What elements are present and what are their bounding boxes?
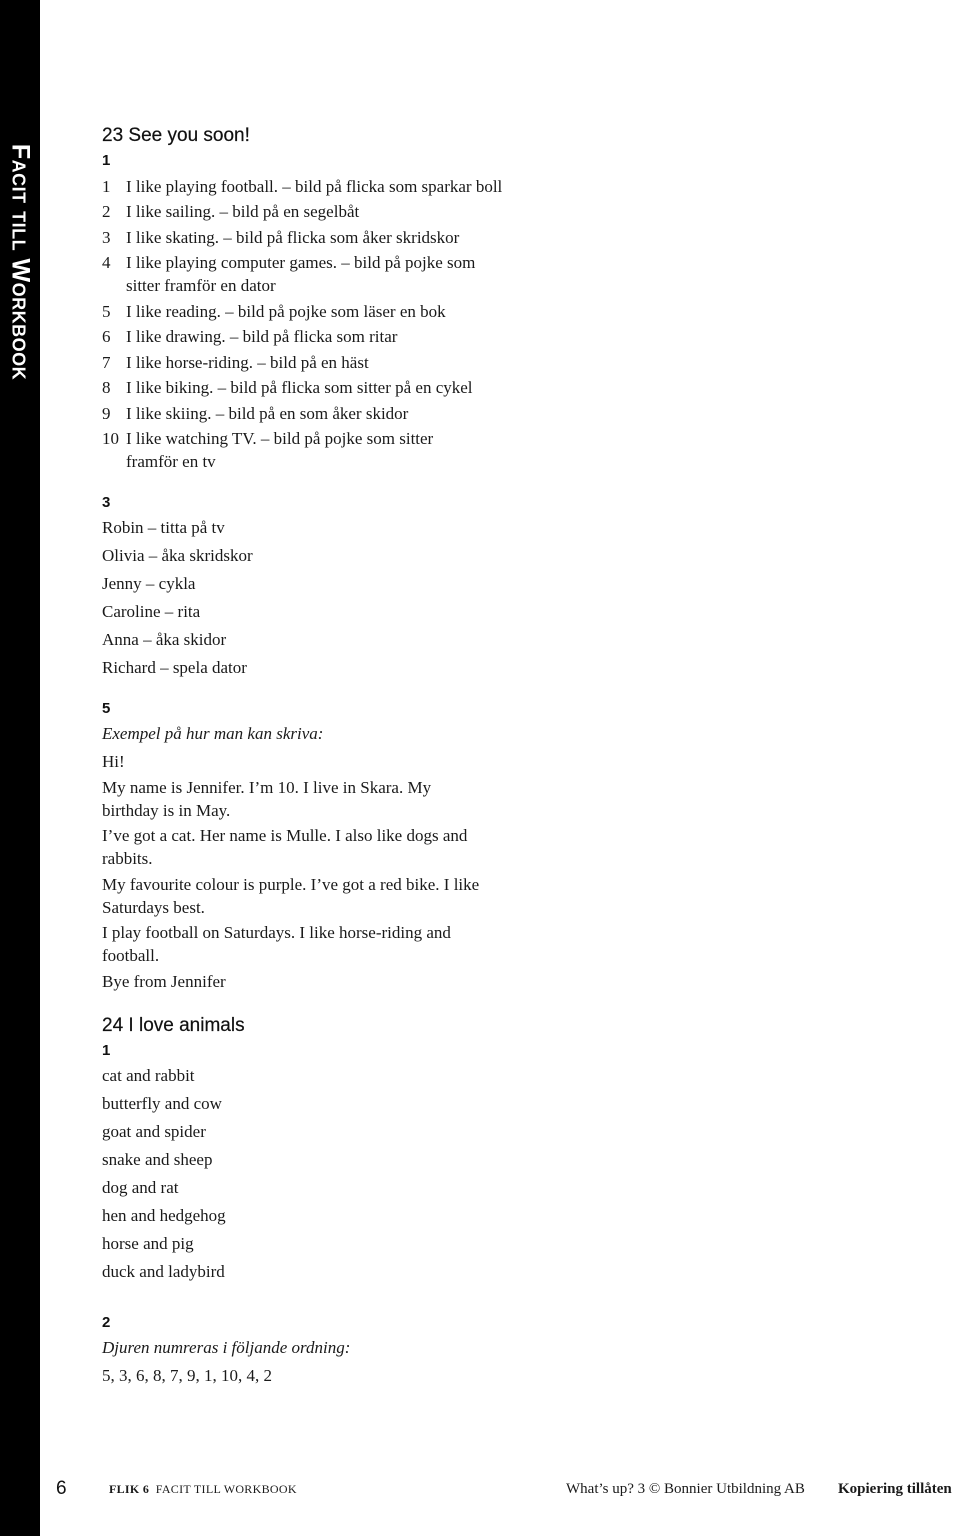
numbered-item: 4 I like playing computer games. – bild på pojke som sitter framför en dator xyxy=(102,251,602,297)
list-item: butterfly and cow xyxy=(102,1094,222,1113)
numbered-item: 10 I like watching TV. – bild på pojke som sitter framför en tv xyxy=(102,427,602,473)
list-item: Caroline – rita xyxy=(102,601,201,621)
numbered-item: 5 I like reading. – bild på pojke som läser en bok xyxy=(102,300,602,323)
exercise-number: 1 xyxy=(102,1042,111,1059)
list-item: snake and sheep xyxy=(102,1150,213,1169)
side-tab-label: Facit till Workbook xyxy=(6,143,35,381)
item-text: I like horse-riding. – bild på en häst xyxy=(126,352,369,372)
section-24 xyxy=(102,1012,602,1390)
footer-section-label xyxy=(109,1474,297,1504)
exercise-instruction: Exempel på hur man kan skriva: xyxy=(102,723,324,743)
paragraph: Bye from Jennifer xyxy=(102,971,226,991)
item-text: I like skiing. – bild på en som åker skidor xyxy=(126,403,409,423)
numbered-item: 9 I like skiing. – bild på en som åker skidor xyxy=(102,402,602,425)
paragraph: I’ve got a cat. Her name is Mulle. I also like dogs and rabbits. xyxy=(102,826,468,868)
exercise-number: 1 xyxy=(102,152,111,169)
answer-key-content xyxy=(102,122,602,1390)
paragraph: My favourite colour is purple. I’ve got a red bike. I like Saturdays best. xyxy=(102,874,480,917)
exercise-3 xyxy=(102,492,602,682)
exercise-1 xyxy=(102,1040,602,1286)
section-23 xyxy=(102,122,602,993)
numbered-item: 7 I like horse-riding. – bild på en häst xyxy=(102,351,602,374)
flik-title: FACIT TILL WORKBOOK xyxy=(155,1482,297,1496)
item-text: I like sailing. – bild på en segelbåt xyxy=(126,202,360,221)
list-item: goat and spider xyxy=(102,1122,206,1141)
list-item: Anna – åka skidor xyxy=(102,629,227,649)
exercise-number: 5 xyxy=(102,699,111,717)
exercise-number: 2 xyxy=(102,1314,111,1331)
exercise-1 xyxy=(102,150,602,473)
item-text: I like playing football. – bild på flicka som sparkar boll xyxy=(126,176,503,196)
page-footer xyxy=(0,1474,960,1504)
item-text: I like playing computer games. – bild på pojke som sitter framför en dator xyxy=(126,253,476,295)
list-item: horse and pig xyxy=(102,1234,194,1253)
paragraph: Hi! xyxy=(102,752,125,771)
paragraph: My name is Jennifer. I’m 10. I live in Skara. My birthday is in May. xyxy=(102,777,432,820)
list-item: duck and ladybird xyxy=(102,1262,225,1281)
numbered-item: 3 I like skating. – bild på flicka som åker skridskor xyxy=(102,226,602,249)
list-item: Olivia – åka skridskor xyxy=(102,545,253,565)
numbered-item: 1 I like playing football. – bild på flicka som sparkar boll xyxy=(102,175,602,198)
item-text: I like skating. – bild på flicka som åker skridskor xyxy=(126,227,460,247)
numbered-item: 2 I like sailing. – bild på en segelbåt xyxy=(102,200,602,223)
numbered-item: 6 I like drawing. – bild på flicka som ritar xyxy=(102,325,602,348)
list-item: cat and rabbit xyxy=(102,1066,195,1085)
list-item: Richard – spela dator xyxy=(102,657,247,677)
section-title: 24 I love animals xyxy=(102,1015,245,1036)
exercise-number: 3 xyxy=(102,493,111,511)
answer-sequence: 5, 3, 6, 8, 7, 9, 1, 10, 4, 2 xyxy=(102,1366,272,1385)
flik-label: FLIK 6 xyxy=(109,1482,150,1496)
list-item: Jenny – cykla xyxy=(102,573,196,593)
exercise-2 xyxy=(102,1312,602,1390)
exercise-instruction: Djuren numreras i följande ordning: xyxy=(102,1338,351,1357)
item-text: I like watching TV. – bild på pojke som sitter framför en tv xyxy=(126,429,434,471)
section-title: 23 See you soon! xyxy=(102,125,250,146)
item-text: I like reading. – bild på pojke som läser en bok xyxy=(126,301,446,321)
list-item: hen and hedgehog xyxy=(102,1206,226,1225)
side-tab xyxy=(0,0,40,1536)
list-item: dog and rat xyxy=(102,1178,179,1197)
exercise-5 xyxy=(102,698,602,993)
list-item: Robin – titta på tv xyxy=(102,517,225,537)
numbered-item: 8 I like biking. – bild på flicka som sitter på en cykel xyxy=(102,376,602,399)
paragraph: I play football on Saturdays. I like horse-riding and football. xyxy=(102,923,451,965)
copyright-notice: What’s up? 3 © Bonnier Utbildning AB xyxy=(566,1481,805,1497)
item-text: I like drawing. – bild på flicka som ritar xyxy=(126,327,398,346)
item-text: I like biking. – bild på flicka som sitter på en cykel xyxy=(126,378,473,397)
page-number: 6 xyxy=(56,1478,67,1499)
copying-permission: Kopiering tillåten xyxy=(838,1481,952,1497)
